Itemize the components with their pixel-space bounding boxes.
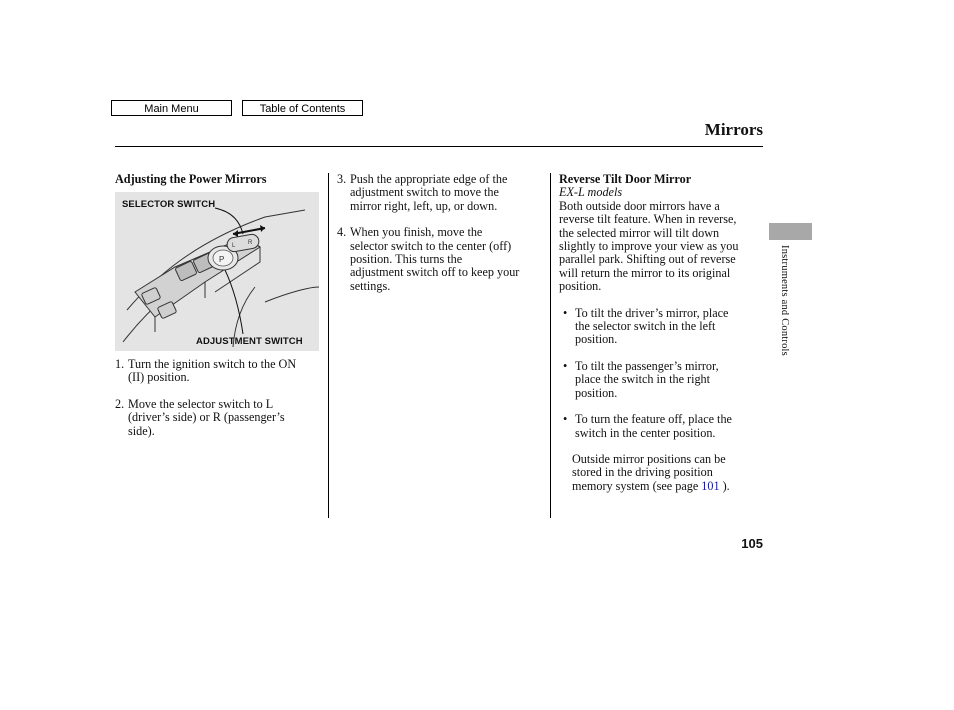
mirror-switch-figure bbox=[115, 192, 319, 351]
selector-switch-label: SELECTOR SWITCH bbox=[122, 199, 216, 210]
model-subheading: EX-L models bbox=[559, 185, 623, 200]
step-1 bbox=[115, 358, 325, 385]
bullet-line: position. bbox=[575, 332, 618, 347]
step-2 bbox=[115, 398, 325, 438]
step-line: Turn the ignition switch to the ON bbox=[128, 357, 297, 371]
column-1 bbox=[115, 173, 323, 186]
step-line: Move the selector switch to L bbox=[128, 396, 274, 411]
column-2 bbox=[337, 173, 547, 293]
intro-line: Both outside door mirrors have a bbox=[559, 198, 720, 213]
intro-paragraph bbox=[559, 200, 764, 294]
bullet-line: To tilt the passenger’s mirror, bbox=[575, 358, 719, 373]
main-menu-button[interactable]: Main Menu bbox=[111, 100, 232, 116]
bullet-dot: • bbox=[563, 305, 568, 320]
step-line: adjustment switch to move the bbox=[350, 185, 499, 200]
bullet-text bbox=[575, 307, 764, 347]
bullet-line: the selector switch in the left bbox=[575, 319, 716, 334]
column-1-steps bbox=[115, 358, 325, 438]
bullet-off bbox=[559, 413, 764, 440]
intro-line: position. bbox=[559, 279, 602, 294]
note-text: memory system (see page bbox=[572, 478, 702, 493]
section-heading: Adjusting the Power Mirrors bbox=[115, 172, 267, 186]
switch-l-label: L bbox=[232, 243, 236, 249]
joystick-label: P bbox=[219, 255, 225, 264]
column-divider-1 bbox=[328, 173, 329, 518]
bullet-line: position. bbox=[575, 385, 618, 400]
note-line bbox=[572, 480, 764, 493]
page-title: Mirrors bbox=[704, 120, 763, 139]
step-line: side). bbox=[128, 423, 155, 438]
column-divider-2 bbox=[550, 173, 551, 518]
page-number: 105 bbox=[741, 536, 763, 551]
bullet-line: switch in the center position. bbox=[575, 425, 716, 440]
switch-r-label: R bbox=[248, 240, 253, 246]
bullet-passenger bbox=[559, 360, 764, 400]
step-text bbox=[128, 358, 325, 385]
memory-note bbox=[559, 453, 764, 493]
step-3 bbox=[337, 173, 547, 213]
bullet-driver bbox=[559, 307, 764, 347]
bullet-text bbox=[575, 413, 764, 440]
note-line: stored in the driving position bbox=[572, 465, 713, 480]
step-line: (II) position. bbox=[128, 370, 190, 385]
bullet-line: place the switch in the right bbox=[575, 372, 711, 387]
intro-line: reverse tilt feature. When in reverse, bbox=[559, 212, 737, 227]
bullet-line: To turn the feature off, place the bbox=[575, 412, 732, 427]
bullet-dot: • bbox=[563, 358, 568, 373]
note-line: Outside mirror positions can be bbox=[572, 451, 726, 466]
bullet-dot: • bbox=[563, 412, 568, 427]
step-4 bbox=[337, 226, 547, 293]
step-line: selector switch to the center (off) bbox=[350, 238, 512, 253]
reverse-tilt-heading: Reverse Tilt Door Mirror bbox=[559, 172, 692, 186]
step-number: 2. bbox=[115, 396, 125, 411]
step-number: 3. bbox=[337, 172, 347, 186]
step-line: adjustment switch off to keep your bbox=[350, 265, 520, 280]
step-line: Push the appropriate edge of the bbox=[350, 172, 508, 186]
table-of-contents-button[interactable]: Table of Contents bbox=[242, 100, 363, 116]
column-3 bbox=[559, 173, 764, 493]
page-101-link[interactable]: 101 bbox=[701, 478, 720, 493]
step-text bbox=[350, 226, 547, 293]
bullet-line: To tilt the driver’s mirror, place bbox=[575, 305, 729, 320]
intro-line: parallel park. Shifting out of reverse bbox=[559, 252, 736, 267]
step-line: When you finish, move the bbox=[350, 225, 483, 240]
step-number: 4. bbox=[337, 225, 347, 240]
adjustment-switch-label: ADJUSTMENT SWITCH bbox=[196, 336, 303, 347]
door-switch-illustration bbox=[115, 192, 319, 351]
intro-line: the selected mirror will tilt down bbox=[559, 225, 720, 240]
step-line: (driver’s side) or R (passenger’s bbox=[128, 410, 285, 425]
intro-line: slightly to improve your view as you bbox=[559, 239, 739, 254]
section-label: Instruments and Controls bbox=[779, 245, 790, 356]
step-line: settings. bbox=[350, 278, 391, 293]
section-tab bbox=[769, 223, 812, 240]
step-line: mirror right, left, up, or down. bbox=[350, 198, 498, 213]
bullet-text bbox=[575, 360, 764, 400]
step-number: 1. bbox=[115, 357, 125, 371]
title-rule bbox=[115, 146, 763, 147]
step-line: position. This turns the bbox=[350, 252, 463, 267]
note-text: ). bbox=[719, 478, 730, 493]
step-text bbox=[128, 398, 325, 438]
step-text bbox=[350, 173, 547, 213]
intro-line: will return the mirror to its original bbox=[559, 265, 731, 280]
